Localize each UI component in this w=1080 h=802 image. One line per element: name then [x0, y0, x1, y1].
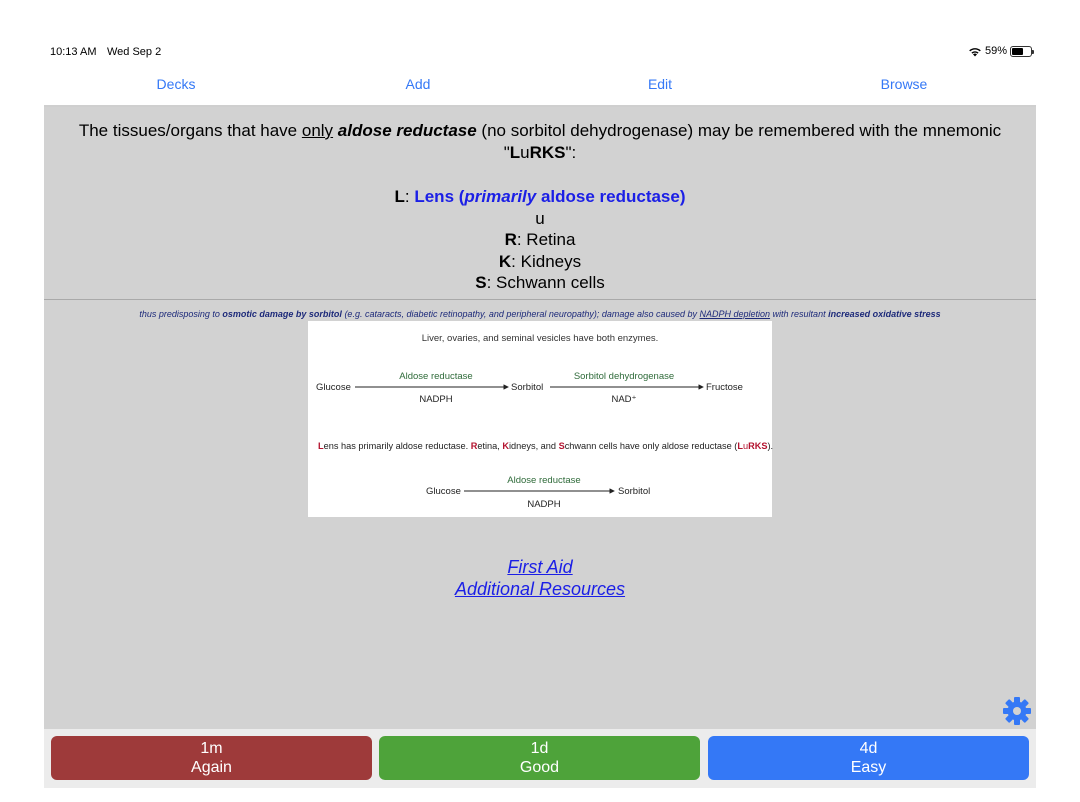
- caption-3: idneys, and: [509, 441, 559, 451]
- good-label: Good: [519, 759, 560, 776]
- figure-nadph: NADPH: [419, 394, 453, 405]
- figure-glucose-2: Glucose: [426, 486, 461, 497]
- lens-text: [414, 187, 685, 206]
- battery-tip: [1032, 50, 1034, 54]
- caption-5: ).: [767, 441, 774, 451]
- card-question: [44, 120, 1036, 164]
- mnemonic-line-K: [44, 251, 1036, 273]
- card-divider: [44, 299, 1036, 300]
- again-button[interactable]: [51, 736, 372, 780]
- letter-R: R: [504, 230, 517, 249]
- status-time: 10:13 AM: [50, 46, 97, 58]
- intro-text: The tissues/organs that have: [78, 121, 302, 140]
- extra-t5: with resultant: [770, 309, 829, 319]
- letter-L: L: [394, 187, 405, 206]
- nav-decks-button[interactable]: Decks: [156, 76, 196, 92]
- intro-text-2: (no sorbitol dehydrogenase) may be remembered with the mnemonic ": [476, 121, 1002, 162]
- nav-browse-button[interactable]: Browse: [880, 76, 928, 92]
- figure-fructose: Fructose: [706, 382, 743, 393]
- lens-text-2: aldose reductase): [536, 187, 686, 206]
- card-view[interactable]: [44, 107, 1036, 729]
- nav-add-button[interactable]: Add: [405, 76, 431, 92]
- good-button[interactable]: [379, 736, 700, 780]
- mnemonic-list: [44, 186, 1036, 294]
- again-interval: 1m: [200, 740, 223, 757]
- wifi-icon: [968, 46, 982, 57]
- easy-label: Easy: [850, 759, 887, 776]
- schwann-text: : Schwann cells: [486, 273, 605, 292]
- battery-icon: [1010, 46, 1032, 57]
- extra-t1: thus predisposing to: [139, 309, 223, 319]
- card-front: [44, 120, 1036, 294]
- figure-sorbitol-2: Sorbitol: [618, 486, 651, 497]
- caption-luRKS-RKS: RKS: [748, 441, 768, 451]
- intro-mnemonic-u: u: [520, 143, 530, 162]
- letter-K: K: [498, 251, 512, 271]
- extra-note: [44, 309, 1036, 319]
- good-interval: 1d: [530, 740, 549, 757]
- figure-nad: NAD⁺: [611, 394, 637, 405]
- figure-sorbitol: Sorbitol: [511, 382, 544, 393]
- nav-edit-button[interactable]: Edit: [647, 76, 673, 92]
- status-bar: [0, 40, 1080, 64]
- letter-S: S: [475, 273, 487, 292]
- figure-glucose: Glucose: [316, 382, 351, 393]
- first-aid-link[interactable]: First Aid: [507, 557, 573, 577]
- extra-t2: osmotic damage by sorbitol: [222, 309, 342, 319]
- gear-icon[interactable]: [1002, 696, 1032, 726]
- extra-t3: (e.g. cataracts, diabetic retinopathy, and peripheral neuropathy); damage also caused by: [341, 309, 700, 319]
- figure-sorbitol-dh: Sorbitol dehydrogenase: [573, 371, 675, 382]
- kidneys-text: : Kidneys: [511, 251, 582, 271]
- intro-text-3: ":: [565, 143, 577, 162]
- extra-t6: increased oxidative stress: [828, 309, 941, 319]
- status-date: Wed Sep 2: [107, 46, 162, 58]
- caption-L: L: [318, 441, 324, 451]
- figure-top-note: Liver, ovaries, and seminal vesicles have both enzymes.: [421, 333, 659, 344]
- nav-bar: [44, 70, 1036, 100]
- extra-t4: NADPH depletion: [699, 309, 771, 319]
- battery-fill: [1012, 48, 1023, 55]
- mnemonic-line-R: [44, 229, 1036, 251]
- mnemonic-line-S: [44, 272, 1036, 294]
- caption-4: chwann cells have only aldose reductase (: [564, 441, 738, 451]
- caption-luRKS-u: u: [742, 441, 749, 451]
- caption-K: K: [502, 441, 510, 451]
- intro-mnemonic-L: L: [509, 143, 521, 162]
- easy-button[interactable]: [708, 736, 1029, 780]
- additional-resources-link[interactable]: Additional Resources: [454, 579, 626, 599]
- l-sep: :: [404, 187, 415, 206]
- easy-interval: 4d: [859, 740, 878, 757]
- again-label: Again: [191, 759, 232, 776]
- lens-text-1: Lens (: [414, 187, 465, 206]
- intro-enzyme: aldose reductase: [337, 121, 477, 140]
- caption-R: R: [470, 441, 478, 451]
- figure-nadph-2: NADPH: [527, 499, 561, 510]
- answer-bar: [44, 729, 1036, 788]
- figure-caption: [318, 441, 773, 451]
- lens-primarily: primarily: [464, 187, 537, 206]
- pathway-figure: [308, 321, 772, 517]
- figure-aldose-reductase: Aldose reductase: [399, 371, 473, 382]
- caption-S: S: [558, 441, 565, 451]
- intro-only: only: [301, 121, 334, 140]
- caption-2: etina,: [477, 441, 503, 451]
- caption-1: ens has primarily aldose reductase.: [323, 441, 471, 451]
- battery-percent: 59%: [984, 45, 1007, 57]
- figure-aldose-reductase-2: Aldose reductase: [507, 475, 581, 486]
- mnemonic-line-L: [44, 186, 1036, 208]
- status-right: [968, 45, 1032, 57]
- resource-links: [44, 556, 1036, 600]
- intro-mnemonic-RKS: RKS: [529, 143, 566, 162]
- retina-text: : Retina: [516, 230, 576, 249]
- mnemonic-line-u: u: [535, 208, 545, 228]
- caption-luRKS-L: L: [737, 441, 743, 451]
